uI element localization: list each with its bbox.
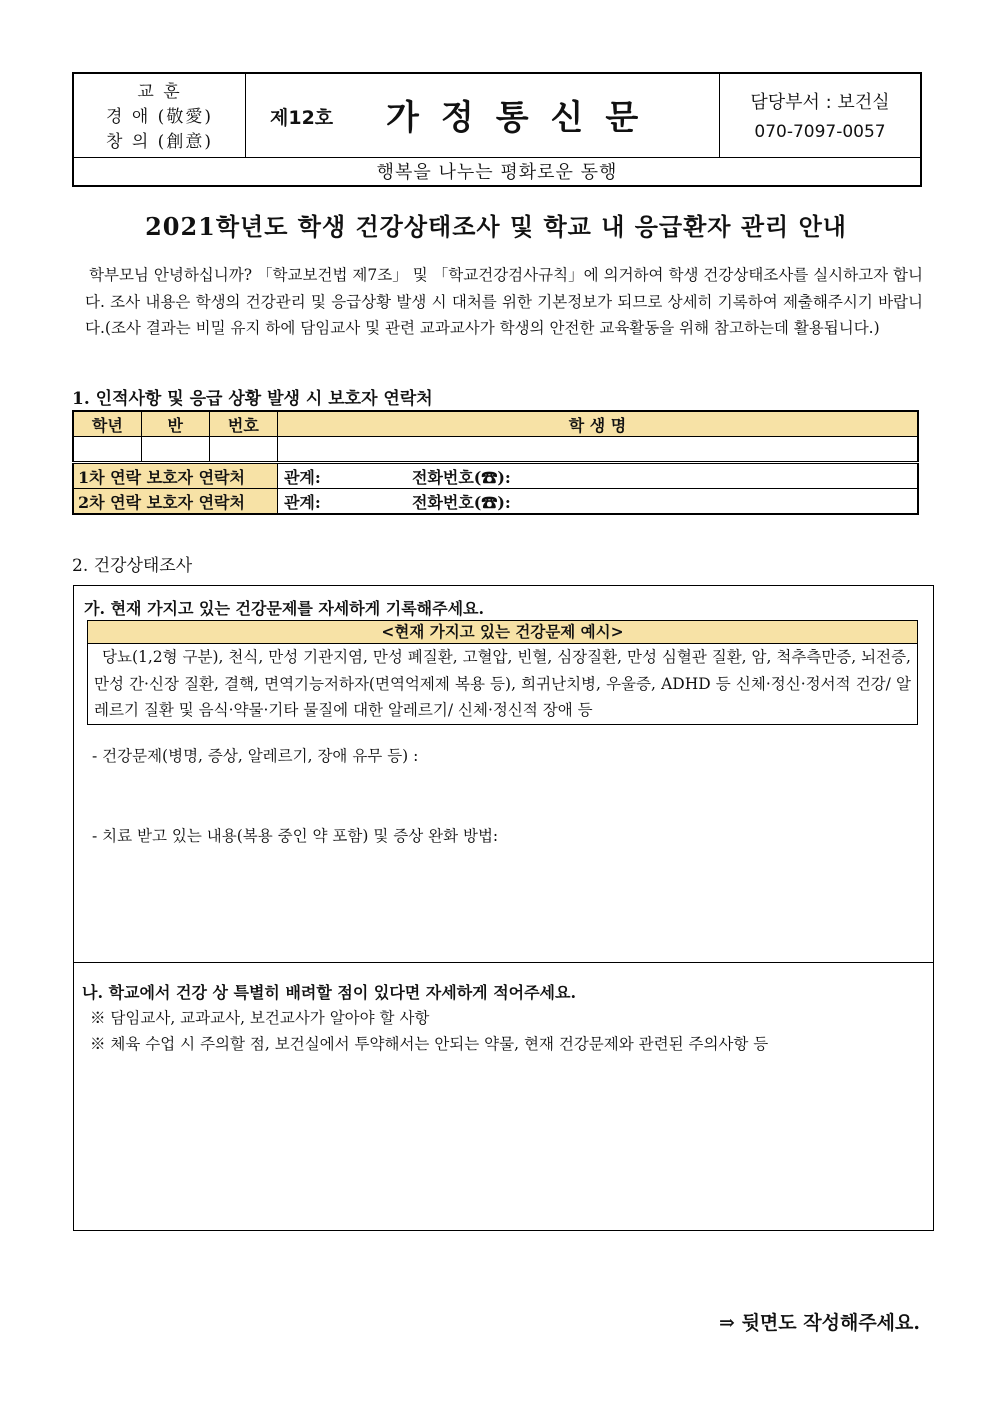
motto-line: 교 훈 (137, 82, 182, 102)
paper-title: 가정통신문 (386, 98, 661, 138)
department: 담당부서 : 보건실 (750, 92, 890, 113)
health-problem-field[interactable]: - 건강문제(병명, 증상, 알레르기, 장애 유무 등) : (92, 747, 419, 765)
turn-over-note: ⇒ 뒷면도 작성해주세요. (719, 1312, 920, 1334)
school-motto (74, 74, 246, 157)
contact-fields[interactable] (277, 463, 918, 489)
department-info (720, 74, 920, 157)
phone-label: 전화번호(☎): (411, 492, 511, 512)
health-survey-box (73, 585, 934, 1231)
part-divider (74, 962, 933, 963)
relation-label: 관계: (283, 492, 321, 512)
examples-title: <현재 가지고 있는 건강문제 예시> (88, 621, 917, 644)
part-a-title: 가. 현재 가지고 있는 건강문제를 자세하게 기록해주세요. (84, 599, 485, 618)
section2-heading: 2. 건강상태조사 (72, 556, 193, 576)
header-center (246, 74, 720, 157)
slogan: 행복을 나누는 평화로운 동행 (74, 157, 920, 187)
health-examples-box (87, 620, 918, 725)
document-title: 2021학년도 학생 건강상태조사 및 학교 내 응급환자 관리 안내 (145, 212, 847, 241)
student-input-row (73, 437, 918, 463)
motto-line: 창 의 (創意) (106, 132, 213, 152)
contact-label: 2차 연락 보호자 연락처 (73, 489, 277, 515)
part-b-title: 나. 학교에서 건강 상 특별히 배려할 점이 있다면 자세하게 적어주세요. (82, 983, 577, 1002)
number-input-cell[interactable] (209, 437, 277, 463)
examples-text: 당뇨(1,2형 구분), 천식, 만성 기관지염, 만성 폐질환, 고혈압, 빈혈, 심장질환, 만성 심혈관 질환, 암, 척추측만증, 뇌전증, 만성 간·신장 질환, 결핵, 면역기능저하자(면역억제제 복용 등), 희귀난치병, 우울증, ADHD 등 신체·정신·정서적 건강/ 알레르기 질환 및 음식·약물·기타 물질에 대한 알레르기/ 신체·정신적 장애 등 (94, 648, 911, 719)
column-header-student-name: 학 생 명 (277, 411, 918, 437)
column-header-number: 번호 (209, 411, 277, 437)
student-name-input-cell[interactable] (277, 437, 918, 463)
treatment-field[interactable]: - 치료 받고 있는 내용(복용 중인 약 포함) 및 증상 완화 방법: (92, 827, 499, 845)
part-b-note: ※ 체육 수업 시 주의할 점, 보건실에서 투약해서는 안되는 약물, 현재 건강문제와 관련된 주의사항 등 (90, 1035, 769, 1053)
part-b-note: ※ 담임교사, 교과교사, 보건교사가 알아야 할 사항 (90, 1009, 430, 1027)
column-header-class: 반 (141, 411, 209, 437)
relation-label: 관계: (283, 467, 321, 487)
intro-paragraph: 학부모님 안녕하십니까? 「학교보건법 제7조」 및 「학교건강검사규칙」에 의거하여 학생 건강상태조사를 실시하고자 합니다. 조사 내용은 학생의 건강관리 및 응급상황 발생 시 대처를 위한 기본정보가 되므로 상세히 기록하여 제출해주시기 바랍니다.(조사 결과는 비밀 유지 하에 담임교사 및 관련 교과교사가 학생의 안전한 교육활동을 위해 참고하는데 활용됩니다.) (85, 266, 923, 337)
table-header-row (73, 411, 918, 437)
column-header-grade: 학년 (73, 411, 141, 437)
contact-fields[interactable] (277, 489, 918, 515)
motto-line: 경 애 (敬愛) (106, 107, 213, 127)
phone-label: 전화번호(☎): (411, 467, 511, 487)
grade-input-cell[interactable] (73, 437, 141, 463)
department-phone: 070-7097-0057 (754, 122, 886, 142)
class-input-cell[interactable] (141, 437, 209, 463)
contact-label: 1차 연락 보호자 연락처 (73, 463, 277, 489)
issue-number: 제12호 (270, 107, 334, 129)
section1-heading: 1. 인적사항 및 응급 상황 발생 시 보호자 연락처 (72, 389, 433, 409)
contact-row (73, 463, 918, 489)
newsletter-header (72, 72, 922, 187)
student-info-table (72, 410, 919, 515)
contact-row (73, 489, 918, 515)
